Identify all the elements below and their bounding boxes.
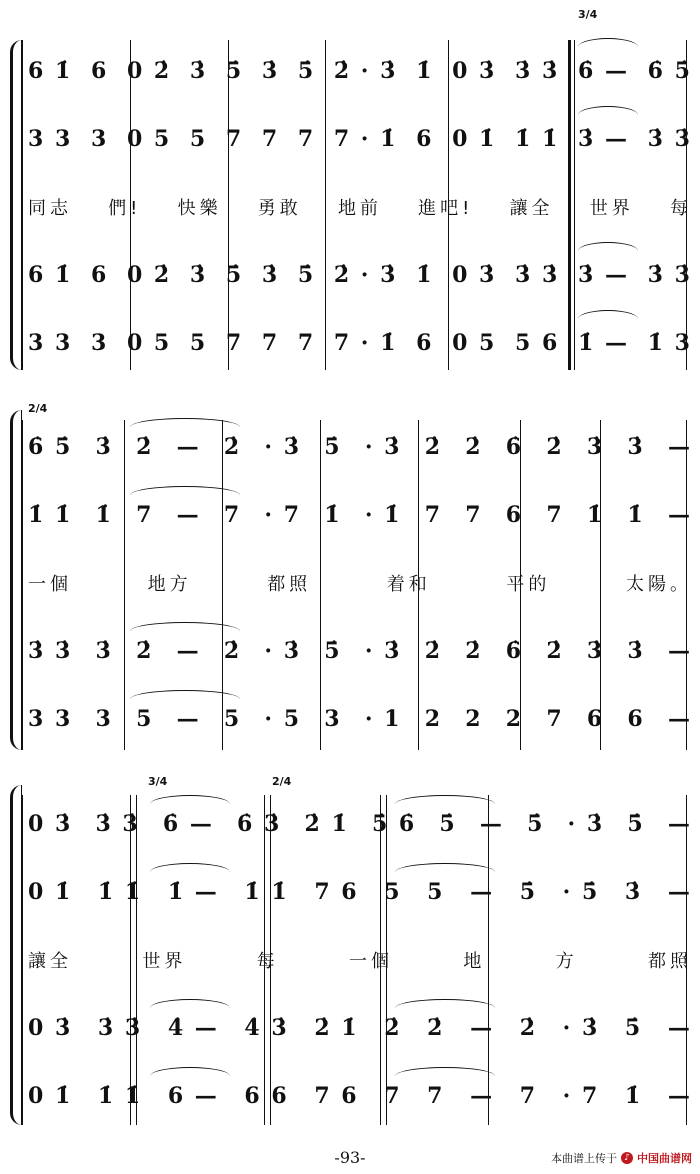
note-group: 3̇ 3̇ <box>28 638 73 664</box>
note-group: 4̇ 3̇ <box>244 1015 289 1041</box>
lyric-line <box>28 941 692 981</box>
notation-line <box>28 873 692 913</box>
note-group: 5 <box>223 706 242 732</box>
note-group: 1̇ <box>624 1083 643 1109</box>
note-group: 3̇ <box>189 58 208 84</box>
note-group: — <box>176 502 201 528</box>
note-group: 1̇ <box>95 502 113 528</box>
notation-line <box>28 256 692 296</box>
notation-line <box>28 1077 692 1117</box>
note-group: 5̇ <box>439 811 457 837</box>
page-number: -93- <box>334 1148 366 1167</box>
note-group: — <box>667 811 692 837</box>
note-group: · 3̇ <box>264 638 302 664</box>
note-group: · 3̇ <box>562 1015 600 1041</box>
note-group: 7 <box>424 502 442 528</box>
lyric-syllable: 着和 <box>386 574 431 595</box>
note-group: 7 <box>427 1083 445 1109</box>
note-group: 2̇ <box>546 434 564 460</box>
note-group: 7 <box>297 126 316 152</box>
note-group: · 3̇ <box>567 811 605 837</box>
note-group: 2̇ <box>465 638 483 664</box>
bar-line <box>22 420 23 750</box>
note-group: · 7 <box>264 502 302 528</box>
tie-arc <box>578 242 638 253</box>
note-group: 2̇ <box>465 434 483 460</box>
note-group: 1̇ <box>416 262 434 288</box>
note-group: 5 <box>189 330 208 356</box>
score-system-2 <box>0 400 700 760</box>
note-group: 7 <box>546 502 564 528</box>
notation-line <box>28 324 692 364</box>
note-group: 5̇ <box>519 879 538 905</box>
note-group: 7 · 1̇ <box>333 330 398 356</box>
note-group: 3 <box>90 126 109 152</box>
note-group: 3̇ <box>95 434 113 460</box>
note-group: 0 3̇ <box>452 262 497 288</box>
note-group: — <box>667 879 692 905</box>
note-group: — <box>176 706 201 732</box>
note-group: 2̇ <box>546 638 564 664</box>
note-group: 3̇ 3̇ <box>515 262 560 288</box>
note-group: 3̇ <box>627 434 645 460</box>
lyric-syllable: 方 <box>555 951 578 972</box>
tie-arc <box>578 310 638 321</box>
note-group: 2̇ <box>424 434 442 460</box>
note-group: — <box>667 434 692 460</box>
lyric-syllable: 進吧! <box>418 198 474 219</box>
note-group: 7 <box>384 1083 402 1109</box>
lyric-syllable: 勇敢 <box>257 198 302 219</box>
note-group: 7 <box>136 502 154 528</box>
note-group: 6 <box>90 58 109 84</box>
lyric-syllable: 一個 <box>28 574 72 595</box>
note-group: 1̇ 1̇ <box>28 502 73 528</box>
note-group: 3̇ <box>261 262 280 288</box>
brand-logo-icon: ♪ <box>621 1152 633 1164</box>
note-group: 6̇ 3̇ <box>237 811 282 837</box>
note-group: — <box>667 1083 692 1109</box>
note-group: 5̇ <box>624 1015 643 1041</box>
note-group: 2̇ <box>136 638 154 664</box>
note-group: 5 6 <box>515 330 560 356</box>
note-group: 2̇ · 3̇ <box>333 262 398 288</box>
note-group: 1̇ — <box>167 879 219 905</box>
note-group: 3 3 <box>28 706 73 732</box>
note-group: — <box>470 1015 495 1041</box>
note-group: 5̇ <box>324 638 342 664</box>
note-group: 0 5 <box>126 330 172 356</box>
note-group: 7 6 <box>314 1083 359 1109</box>
note-group: 6 — <box>167 1083 219 1109</box>
score-system-3 <box>0 775 700 1135</box>
time-signature: 2/4 <box>272 775 292 788</box>
note-group: 6 <box>505 502 524 528</box>
footer-text: 本曲谱上传于 <box>551 1152 617 1165</box>
lyric-syllable: 們! <box>108 198 142 219</box>
note-group: 6 <box>586 706 605 732</box>
note-group: 7 6 <box>314 879 359 905</box>
note-group: 6̇ 5̇ <box>28 434 73 460</box>
note-group: — <box>470 879 495 905</box>
note-group: 3̇ 3̇ <box>515 58 560 84</box>
note-group: 7 <box>225 126 244 152</box>
time-signature: 2/4 <box>28 402 48 415</box>
note-group: 1̇ <box>324 502 342 528</box>
note-group: 1̇ <box>586 502 605 528</box>
note-group: 6 6 <box>244 1083 289 1109</box>
lyric-syllable: 每 <box>256 951 279 972</box>
time-signature: 3/4 <box>148 775 168 788</box>
note-group: 7 <box>261 126 280 152</box>
lyric-syllable: 世界 <box>589 198 634 219</box>
note-group: 6 <box>90 262 109 288</box>
lyric-syllable: 都照 <box>647 951 692 972</box>
note-group: 6̇ — <box>162 811 214 837</box>
note-group: 0 1̇ <box>28 1083 73 1109</box>
note-group: 5̇ <box>527 811 545 837</box>
note-group: · 3̇ <box>364 638 402 664</box>
note-group: 5 <box>136 706 154 732</box>
note-group: 7 · 1̇ <box>333 126 398 152</box>
note-group: 6 1̇ <box>28 262 73 288</box>
note-group: 5̇ <box>297 262 316 288</box>
lyric-syllable: 世界 <box>142 951 187 972</box>
notation-line <box>28 632 692 672</box>
notation-line <box>28 120 692 160</box>
notation-line <box>28 52 692 92</box>
watermark-footer <box>551 1150 692 1166</box>
note-group: 5 <box>384 879 402 905</box>
notation-line <box>28 1009 692 1049</box>
note-group: 2̇ · 3̇ <box>333 58 398 84</box>
note-group: 3 3 <box>28 330 73 356</box>
note-group: 5̇ 6̇ <box>371 811 417 837</box>
note-group: 3̇ 3̇ <box>647 126 692 152</box>
lyric-syllable: 讓全 <box>509 198 554 219</box>
note-group: 3 <box>324 706 342 732</box>
note-group: 3̇ — <box>577 126 629 152</box>
notation-line <box>28 428 692 468</box>
note-group: 7 <box>519 1083 538 1109</box>
note-group: 3̇ <box>189 262 208 288</box>
bar-line <box>22 795 23 1125</box>
note-group: 7 <box>465 502 483 528</box>
note-group: — <box>667 638 692 664</box>
note-group: 1̇ <box>416 58 434 84</box>
note-group: 6̇ — <box>577 58 629 84</box>
note-group: 3̇ <box>586 434 605 460</box>
lyric-syllable: 地前 <box>337 198 382 219</box>
note-group: — <box>667 1015 692 1041</box>
note-group: — <box>479 811 504 837</box>
note-group: 0 2̇ <box>126 262 172 288</box>
note-group: 1̇ 3 <box>647 330 692 356</box>
note-group: 4̇ — <box>167 1015 219 1041</box>
tie-arc <box>578 106 638 117</box>
note-group: 7 <box>546 706 564 732</box>
note-group: 0 5 <box>126 126 172 152</box>
note-group: · 1̇ <box>364 502 402 528</box>
note-group: 5 <box>189 126 208 152</box>
lyric-syllable: 一個 <box>348 951 393 972</box>
note-group: 7 <box>225 330 244 356</box>
note-group: — <box>667 502 692 528</box>
lyric-line <box>28 564 692 604</box>
note-group: — <box>176 638 201 664</box>
lyric-syllable: 讓全 <box>28 951 72 972</box>
note-group: 3̇ 3̇ <box>97 1015 143 1041</box>
lyric-syllable: 太陽。 <box>625 574 692 595</box>
note-group: 2 <box>424 706 442 732</box>
note-group: 1̇ <box>627 502 645 528</box>
note-group: 0 3̇ <box>28 1015 73 1041</box>
note-group: · 1 <box>364 706 402 732</box>
note-group: 1̇ 1̇ <box>244 879 289 905</box>
note-group: 6 <box>416 126 434 152</box>
note-group: 3̇ <box>261 58 280 84</box>
note-group: · 7 <box>562 1083 600 1109</box>
note-group: 3̇ <box>624 879 643 905</box>
lyric-line <box>28 188 692 228</box>
lyric-syllable: 每 <box>669 198 692 219</box>
notation-line <box>28 496 692 536</box>
note-group: 1̇ — <box>577 330 629 356</box>
tie-arc <box>578 38 638 49</box>
note-group: 1̇ 1̇ <box>515 126 560 152</box>
note-group: 2̇ 1̇ <box>314 1015 359 1041</box>
note-group: 6 1̇ <box>28 58 73 84</box>
note-group: 3̇ <box>586 638 605 664</box>
lyric-syllable: 地方 <box>147 574 192 595</box>
note-group: 6̇ 5̇ <box>647 58 692 84</box>
note-group: 5̇ <box>225 58 244 84</box>
note-group: 1̇ 1̇ <box>97 879 143 905</box>
bar-line <box>22 40 23 370</box>
note-group: 2̇ <box>424 638 442 664</box>
note-group: 0 3̇ <box>452 58 497 84</box>
note-group: 7 <box>223 502 242 528</box>
note-group: 3 <box>90 330 109 356</box>
note-group: 3̇ — <box>577 262 629 288</box>
note-group: 0 3̇ <box>28 811 73 837</box>
note-group: 3̇ <box>627 638 645 664</box>
score-system-1 <box>0 8 700 380</box>
footer-brand: 中国曲谱网 <box>637 1152 692 1165</box>
note-group: 2̇ <box>223 434 242 460</box>
note-group: — <box>470 1083 495 1109</box>
note-group: — <box>667 706 692 732</box>
note-group: 0 1̇ <box>28 879 73 905</box>
time-signature: 3/4 <box>578 8 598 21</box>
note-group: 0 5 <box>452 330 497 356</box>
lyric-syllable: 平的 <box>506 574 551 595</box>
note-group: 5̇ <box>324 434 342 460</box>
note-group: 3̇ <box>95 638 113 664</box>
notation-line <box>28 805 692 845</box>
note-group: 0 1̇ <box>452 126 497 152</box>
note-group: 0 2̇ <box>126 58 172 84</box>
note-group: — <box>176 434 201 460</box>
note-group: 6 <box>627 706 645 732</box>
note-group: 5̇ <box>225 262 244 288</box>
note-group: 2 <box>505 706 524 732</box>
note-group: 7 <box>297 330 316 356</box>
note-group: 3 <box>95 706 113 732</box>
lyric-syllable: 快樂 <box>177 198 222 219</box>
note-group: 3̇ 3̇ <box>647 262 692 288</box>
lyric-syllable: 都照 <box>267 574 312 595</box>
note-group: 2̇ 1̇ <box>304 811 349 837</box>
note-group: 6̇ <box>505 434 524 460</box>
note-group: 2̇ <box>519 1015 538 1041</box>
lyric-syllable: 地 <box>463 951 486 972</box>
note-group: 5 <box>427 879 445 905</box>
note-group: 6 <box>416 330 434 356</box>
note-group: · 3̇ <box>264 434 302 460</box>
note-group: 7 <box>261 330 280 356</box>
note-group: · 5̇ <box>562 879 600 905</box>
note-group: 2 <box>465 706 483 732</box>
note-group: 3̇ 3̇ <box>95 811 140 837</box>
note-group: 5̇ <box>297 58 316 84</box>
note-group: 6̇ <box>505 638 524 664</box>
note-group: 1̇ 1̇ <box>97 1083 143 1109</box>
note-group: · 5 <box>264 706 302 732</box>
note-group: 2̇ <box>136 434 154 460</box>
note-group: 2̇ <box>223 638 242 664</box>
note-group: · 3̇ <box>364 434 402 460</box>
lyric-syllable: 同志 <box>28 198 72 219</box>
notation-line <box>28 700 692 740</box>
note-group: 2̇ <box>427 1015 445 1041</box>
note-group: 5̇ <box>627 811 645 837</box>
note-group: 2̇ <box>384 1015 402 1041</box>
note-group: 3 3 <box>28 126 73 152</box>
